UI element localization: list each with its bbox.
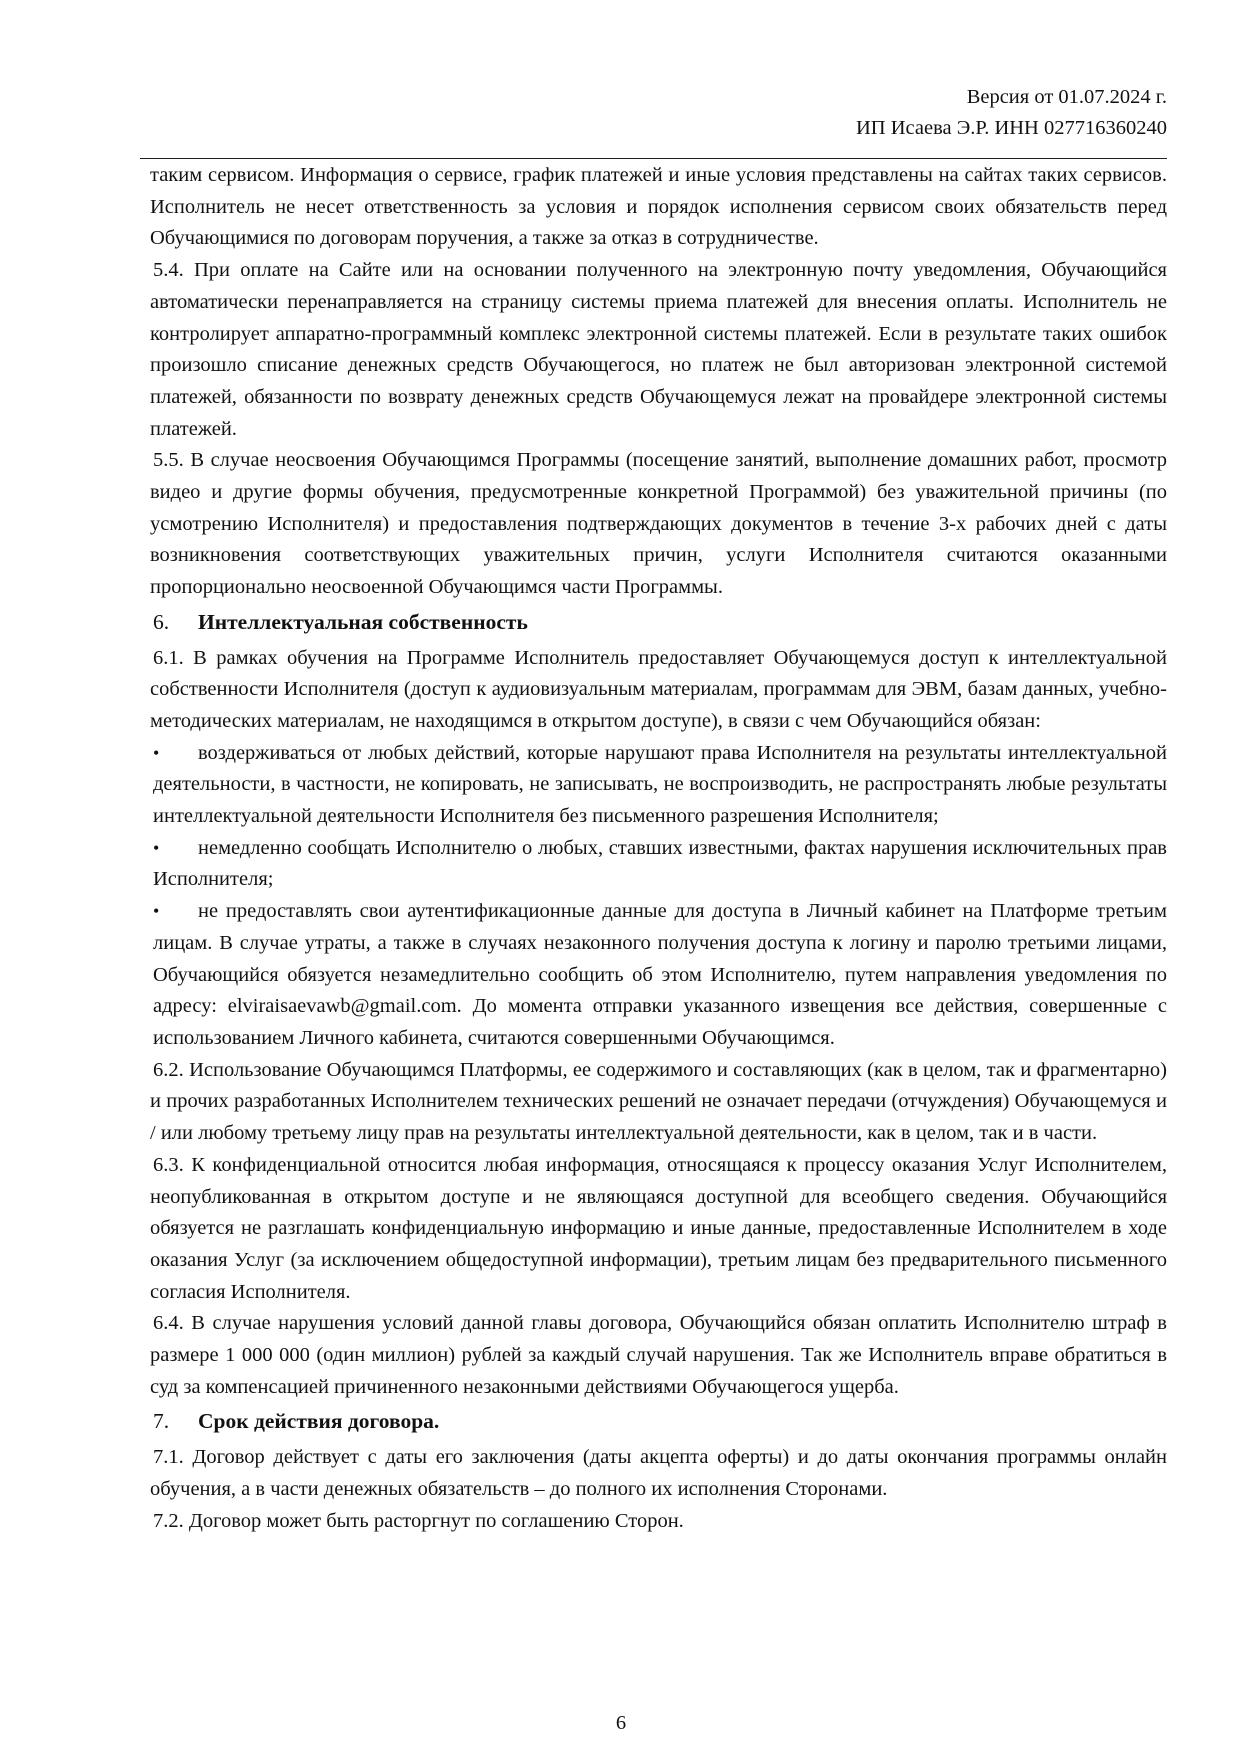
clause-5-4: 5.4. При оплате на Сайте или на основании полученного на электронную почту уведомления, Обучающийся автоматически перенаправляется на страницу системы приема платежей для внесения оплаты. Исполнитель не контролирует аппаратно-программный комплекс электронной системы платежей. Если в результате таких ошибок произошло списание денежных средств Обучающегося, но платеж не был авторизован электронной системой платежей, обязанности по возврату денежных средств Обучающемуся лежат на провайдере электронной системы платежей. <box>150 259 1167 440</box>
clause-6-1: 6.1. В рамках обучения на Программе Исполнитель предоставляет Обучающемуся доступ к интеллектуальной собственности Исполнителя (доступ к аудиовизуальным материалам, программам для ЭВМ, базам данных, учебно-методических материалам, не находящимся в открытом доступе), в связи с чем Обучающийся обязан: <box>150 646 1167 732</box>
section-7-number: 7. <box>153 1409 170 1434</box>
section-6-title: Интеллектуальная собственность <box>198 609 528 634</box>
list-item-text: воздерживаться от любых действий, которые нарушают права Исполнителя на результаты интеллектуальной деятельности, в частности, не копировать, не записывать, не воспроизводить, не распространять любые результаты интеллектуальной деятельности Исполнителя без письменного разрешения Исполнителя; <box>153 741 1167 828</box>
bullet-icon: • <box>153 901 160 922</box>
version-line: Версия от 01.07.2024 г. <box>966 86 1167 108</box>
clause-7-2: 7.2. Договор может быть расторгнут по соглашению Сторон. <box>153 1509 684 1532</box>
clause-7-1: 7.1. Договор действует с даты его заключения (даты акцепта оферты) и до даты окончания программы онлайн обучения, а в части денежных обязательств – до полного их исполнения Сторонами. <box>150 1446 1167 1500</box>
list-item <box>150 738 1167 833</box>
page-header <box>856 82 1167 144</box>
paragraph-continuation: таким сервисом. Информация о сервисе, график платежей и иные условия представлены на сайтах таких сервисов. Исполнитель не несет ответственность за условия и порядок исполнения сервисом своих обязательств перед Обучающимися по договорам поручения, а также за отказ в сотрудничестве. <box>150 164 1167 250</box>
list-item <box>150 896 1167 1055</box>
list-item-text: не предоставлять свои аутентификационные данные для доступа в Личный кабинет на Платформе третьим лицам. В случае утраты, а также в случаях незаконного получения доступа к логину и паролю третьими лицами, Обучающийся обязуется незамедлительно сообщить об этом Исполнителю, путем направления уведомления по адресу: elviraisaevawb@gmail.com. До момента отправки указанного извещения все действия, совершенные с использованием Личного кабинета, считаются совершенными Обучающимся. <box>153 900 1167 1049</box>
bullet-icon: • <box>153 837 160 858</box>
page-number: 6 <box>615 1712 627 1734</box>
clause-6-2: 6.2. Использование Обучающимся Платформы, ее содержимого и составляющих (как в целом, так и фрагментарно) и прочих разработанных Исполнителем технических решений не означает передачи (отчуждения) Обучающемуся и / или любому третьему лицу прав на результаты интеллектуальной деятельности, как в целом, так и в части. <box>150 1058 1167 1145</box>
list-item <box>150 833 1167 896</box>
section-6-heading <box>153 607 1167 639</box>
clause-5-5: 5.5. В случае неосвоения Обучающимся Программы (посещение занятий, выполнение домашних работ, просмотр видео и другие формы обучения, предусмотренные конкретной Программой) без уважительной причины (по усмотрению Исполнителя) и предоставления подтверждающих документов в течение 3-х рабочих дней с даты возникновения соответствующих уважительных причин, услуги Исполнителя считаются оказанными пропорционально неосвоенной Обучающимся части Программы. <box>150 449 1167 599</box>
header-divider <box>140 158 1167 159</box>
clause-6-3: 6.3. К конфиденциальной относится любая информация, относящаяся к процессу оказания Услуг Исполнителем, неопубликованная в открытом доступе и не являющаяся доступной для всеобщего сведения. Обучающийся обязуется не разглашать конфиденциальную информацию и иные данные, предоставленные Исполнителем в ходе оказания Услуг (за исключением общедоступной информации), третьим лицам без предварительного письменного согласия Исполнителя. <box>150 1153 1167 1303</box>
entity-line: ИП Исаева Э.Р. ИНН 027716360240 <box>855 117 1167 139</box>
section-6-number: 6. <box>153 609 170 634</box>
section-7-heading <box>153 1406 1167 1438</box>
clause-6-4: 6.4. В случае нарушения условий данной главы договора, Обучающийся обязан оплатить Исполнителю штраф в размере 1 000 000 (один миллион) рублей за каждый случай нарушения. Так же Исполнитель вправе обратиться в суд за компенсацией причиненного незаконными действиями Обучающегося ущерба. <box>150 1312 1167 1398</box>
section-7-title: Срок действия договора. <box>198 1409 440 1434</box>
document-body <box>150 160 1167 1537</box>
list-item-text: немедленно сообщать Исполнителю о любых, ставших известными, фактах нарушения исключительных прав Исполнителя; <box>153 836 1167 891</box>
bullet-icon: • <box>153 742 160 763</box>
